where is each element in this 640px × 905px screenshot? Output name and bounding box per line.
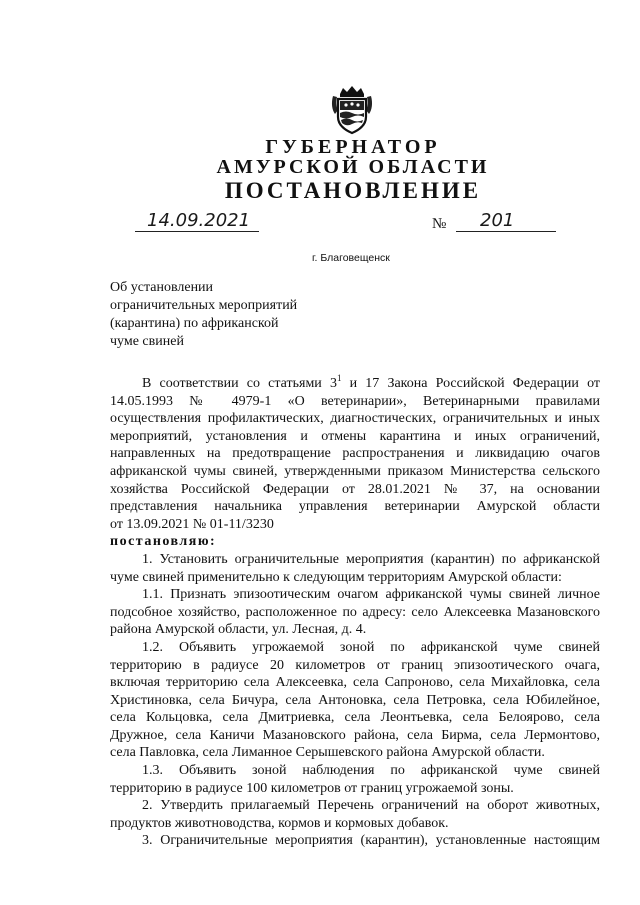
item-1-2-line: включая территорию села Алексеевка, села Сапроново, села Михайловка, села (110, 675, 600, 691)
org-title-line2: АМУРСКОЙ ОБЛАСТИ (216, 156, 490, 178)
superscript: 1 (336, 373, 342, 383)
item-1-2-line: 1.2. Объявить угрожаемой зоной по африканской чуме свиней (142, 639, 600, 655)
item-1-line: чуме свиней применительно к следующим территориям Амурской области: (110, 569, 562, 585)
item-1-3-line: 1.3. Объявить зоной наблюдения по африканской чуме свиней (142, 763, 600, 779)
city-name: г. Благовещенск (312, 252, 390, 264)
resolve-word: постановляю: (110, 534, 217, 550)
org-title-line1: ГУБЕРНАТОР (265, 136, 441, 158)
item-1-line: 1. Установить ограничительные мероприятия (карантин) по африканской (142, 551, 600, 567)
preamble-text: и 17 Закона Российской Федерации от (341, 376, 601, 391)
item-2-line: 2. Утвердить прилагаемый Перечень ограничений на оборот животных, (142, 798, 600, 814)
preamble-text: В соответствии со статьями 3 (142, 376, 337, 391)
number-underline (456, 231, 556, 232)
subject-line: Об установлении (110, 280, 214, 295)
preamble-line: мероприятий, установления и отмены карантина и иных ограничений, (110, 428, 600, 444)
item-2-line: продуктов животноводства, кормов и кормовых добавок. (110, 815, 449, 831)
subject-line: (карантина) по африканской (110, 316, 279, 331)
subject-line: чуме свиней (110, 334, 184, 349)
date-underline (135, 231, 259, 232)
document-number: 201 (480, 210, 515, 231)
item-1-1-line: 1.1. Признать эпизоотическим очагом африканской чумы свиней личное (142, 587, 600, 603)
preamble-line: направленных на предотвращение распространения и ликвидацию очагов (110, 446, 600, 462)
item-1-2-line: села Павловка, села Лиманное Серышевского района Амурской области. (110, 745, 545, 761)
preamble-line: хозяйства Российской Федерации от 28.01.2021 № 37, на основании (110, 481, 600, 497)
document-subject (110, 279, 350, 351)
preamble-line: представления начальника управления ветеринарии Амурской области (110, 499, 600, 515)
document-type: ПОСТАНОВЛЕНИЕ (224, 178, 482, 203)
item-1-2-line: территорию в радиусе 20 километров от границ эпизоотического очага, (110, 657, 600, 673)
document-date: 14.09.2021 (147, 210, 251, 231)
document-body (110, 375, 600, 850)
subject-line: ограничительных мероприятий (110, 298, 298, 313)
item-1-2-line: Дружное, села Каничи Мазановского района, села Бирма, села Лермонтово, (110, 727, 600, 743)
item-1-1-line: района Амурской области, ул. Лесная, д. 4. (110, 622, 367, 638)
item-1-1-line: подсобное хозяйство, расположенное по адресу: село Алексеевка Мазановского (110, 604, 600, 620)
preamble-line: 14.05.1993 № 4979-1 «О ветеринарии», Ветеринарными правилами (110, 393, 600, 409)
coat-of-arms-emblem (330, 83, 374, 135)
preamble-line (110, 375, 600, 393)
preamble-line: осуществления профилактических, диагностических, ограничительных и иных (110, 411, 600, 427)
item-1-2-line: Христиновка, села Бичура, села Антоновка, села Петровка, села Юбилейное, (110, 692, 600, 708)
item-3-line: 3. Ограничительные мероприятия (карантин), установленные настоящим (142, 833, 600, 849)
item-1-2-line: села Кольцовка, села Дмитриевка, села Леонтьевка, села Белоярово, села (110, 710, 600, 726)
number-label: № (432, 216, 447, 232)
preamble-line: от 13.09.2021 № 01-11/3230 (110, 516, 274, 532)
item-1-3-line: территорию в радиусе 100 километров от границ угрожаемой зоны. (110, 780, 514, 796)
preamble-line: африканской чумы свиней, утвержденными приказом Министерства сельского (110, 463, 600, 479)
